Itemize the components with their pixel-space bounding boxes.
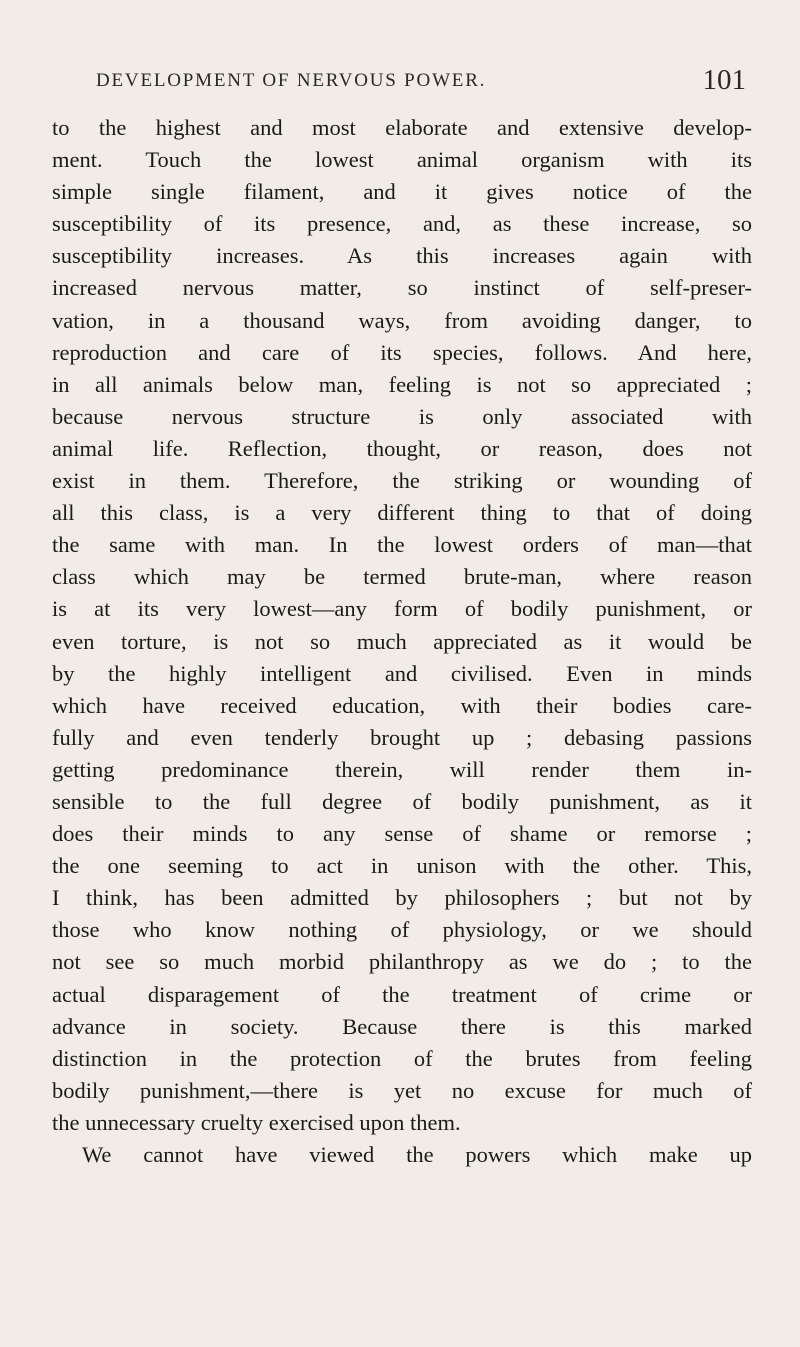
text-line: I think, has been admitted by philosophers ; but not by: [52, 885, 752, 911]
text-line: not see so much morbid philanthropy as we do ; to the: [52, 949, 752, 975]
page-number: 101: [702, 64, 746, 96]
text-line: simple single filament, and it gives notice of the: [52, 179, 752, 205]
text-line: reproduction and care of its species, follows. And here,: [52, 339, 752, 365]
text-line: class which may be termed brute-man, where reason: [52, 564, 752, 590]
text-line: sensible to the full degree of bodily punishment, as it: [52, 788, 752, 814]
text-line: animal life. Reflection, thought, or reason, does not: [52, 435, 752, 461]
text-line: to the highest and most elaborate and extensive develop-: [52, 115, 752, 140]
text-line: does their minds to any sense of shame or remorse ;: [52, 821, 752, 847]
text-line: susceptibility increases. As this increases again with: [52, 243, 752, 269]
paragraph-end-line: the unnecessary cruelty exercised upon them.: [52, 1109, 461, 1135]
text-line: by the highly intelligent and civilised. Even in minds: [52, 660, 752, 686]
text-line: the one seeming to act in unison with the other. This,: [52, 853, 752, 879]
text-line: advance in society. Because there is this marked: [52, 1013, 752, 1039]
text-line: fully and even tenderly brought up ; debasing passions: [52, 724, 752, 750]
text-line: bodily punishment,—there is yet no excuse for much of: [52, 1077, 752, 1103]
text-line: ment. Touch the lowest animal organism with its: [52, 147, 752, 173]
text-line: the same with man. In the lowest orders of man—that: [52, 532, 752, 558]
running-head: [96, 64, 746, 104]
text-line: because nervous structure is only associated with: [52, 403, 752, 429]
text-line: vation, in a thousand ways, from avoiding danger, to: [52, 307, 752, 333]
text-line: all this class, is a very different thing to that of doing: [52, 500, 752, 526]
running-title: DEVELOPMENT OF NERVOUS POWER.: [96, 70, 487, 91]
text-line: is at its very lowest—any form of bodily punishment, or: [52, 596, 752, 622]
text-line: exist in them. Therefore, the striking or wounding of: [52, 468, 752, 494]
text-line: even torture, is not so much appreciated as it would be: [52, 628, 752, 654]
text-line: getting predominance therein, will render them in-: [52, 756, 752, 782]
text-line: susceptibility of its presence, and, as these increase, so: [52, 211, 752, 237]
paragraph-start-line: We cannot have viewed the powers which make up: [82, 1142, 752, 1167]
text-line: those who know nothing of physiology, or we should: [52, 917, 752, 943]
body-text: [52, 112, 752, 1171]
text-line: actual disparagement of the treatment of crime or: [52, 981, 752, 1007]
text-line: which have received education, with their bodies care-: [52, 692, 752, 718]
text-line: distinction in the protection of the brutes from feeling: [52, 1045, 752, 1071]
text-line: increased nervous matter, so instinct of self-preser-: [52, 275, 752, 301]
text-line: in all animals below man, feeling is not so appreciated ;: [52, 371, 752, 397]
